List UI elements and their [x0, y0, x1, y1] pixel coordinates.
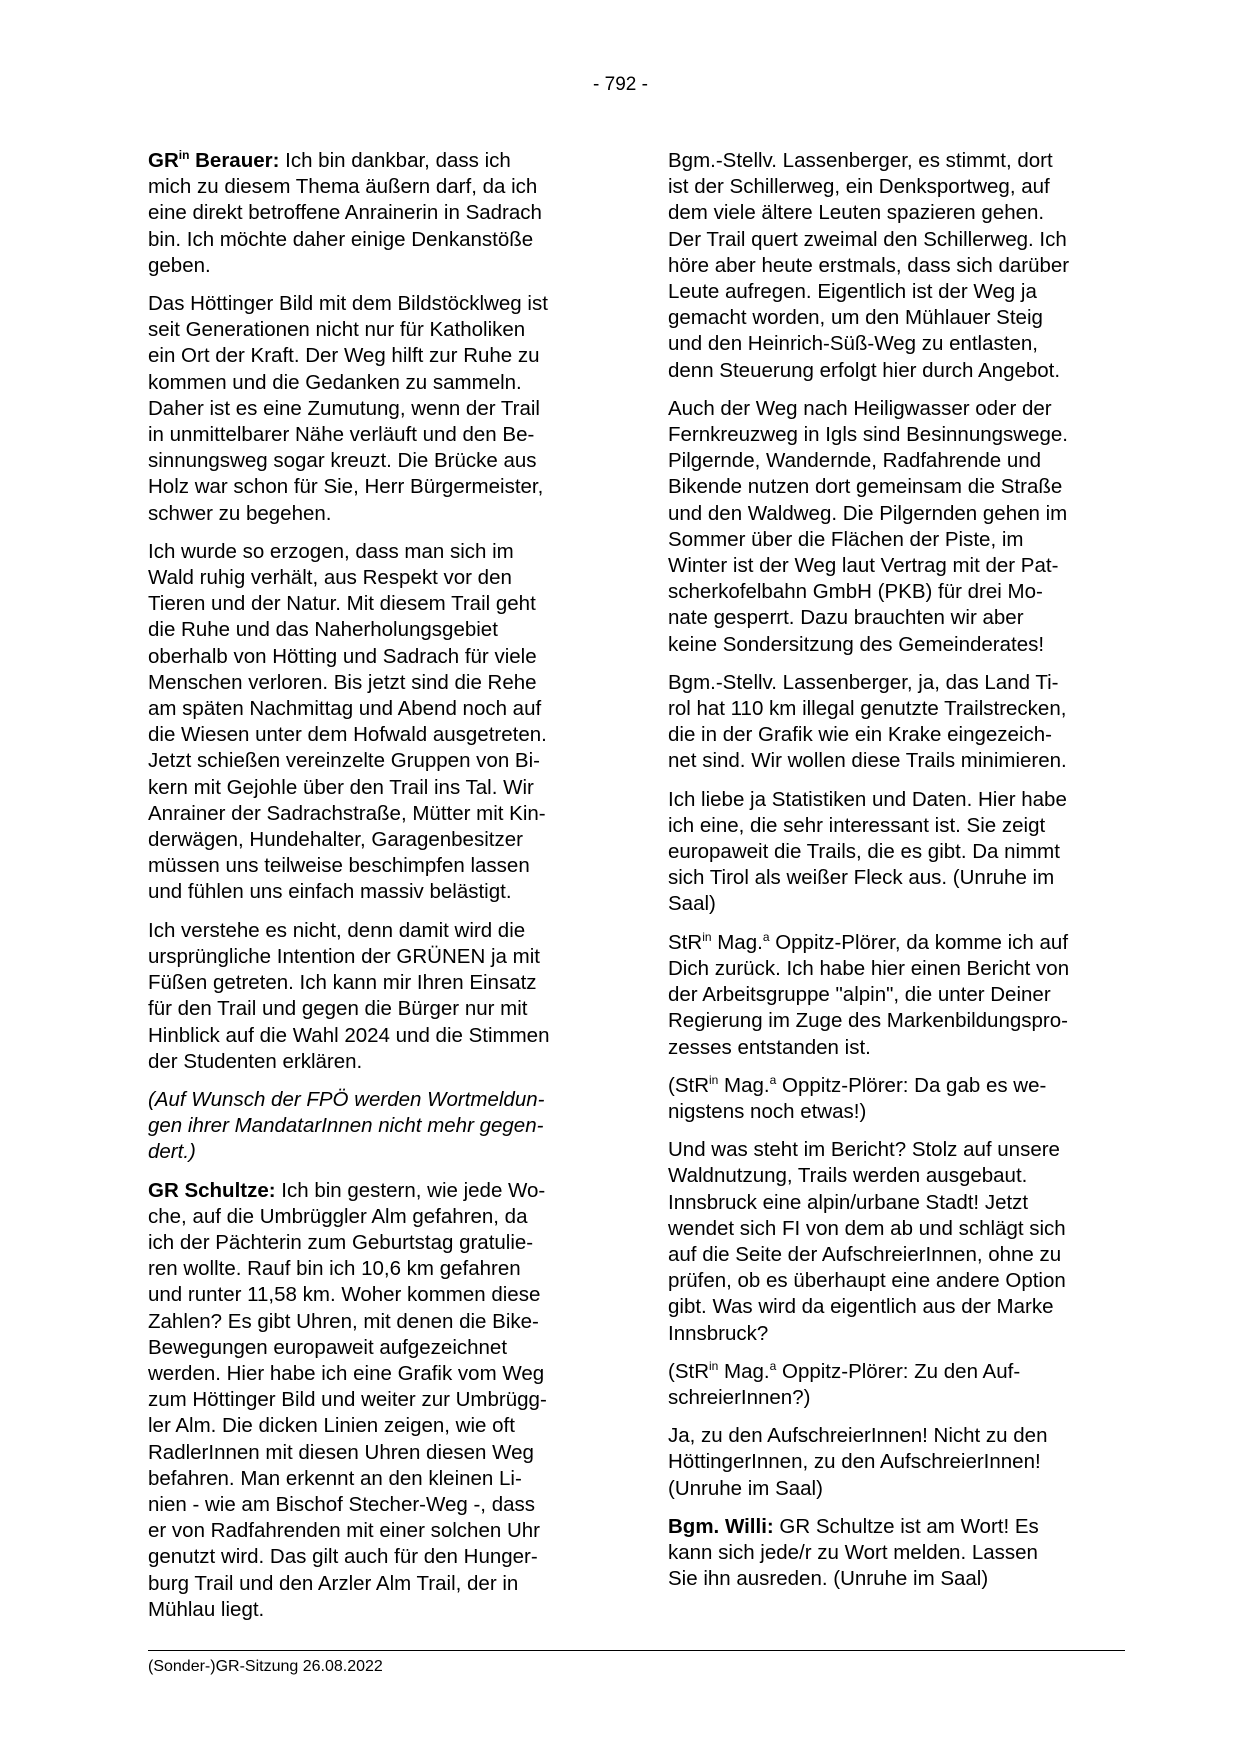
paragraph-schultze	[148, 1178, 603, 1623]
paragraph: Und was steht im Bericht? Stolz auf unsere Waldnutzung, Trails werden ausgebaut. Innsbruck eine alpin/urbane Stadt! Jetzt wendet sich FI von dem ab und schlägt sich auf die Seite der AufschreierInnen, ohne zu prüfen, ob es überhaupt eine andere Option gibt. Was wird da eigentlich aus der Marke Innsbruck?	[668, 1138, 1066, 1345]
interjection	[668, 1073, 1123, 1125]
title-superscript: in	[709, 1072, 719, 1087]
title-prefix: (StR	[668, 1359, 709, 1383]
paragraph-text: Oppitz-Plörer: Da gab es we- nigstens noch etwas!)	[668, 1073, 1047, 1123]
right-column	[668, 148, 1123, 1604]
speaker-prefix: GR	[148, 149, 179, 172]
paragraph: Ich verstehe es nicht, denn damit wird die ursprüngliche Intention der GRÜNEN ja mit Füßen getreten. Ich kann mir Ihren Einsatz für den Trail und gegen die Bürger nur mit Hinblick auf die Wahl 2024 und die Stimmen der Studenten erklären.	[148, 918, 550, 1073]
paragraph-text: GR Schultze ist am Wort! Es kann sich jede/r zu Wort melden. Lassen Sie ihn ausreden. (Unruhe im Saal)	[668, 1514, 1039, 1591]
speaker-superscript: in	[178, 148, 190, 162]
title-superscript: a	[769, 1072, 777, 1087]
title-superscript: in	[702, 929, 712, 944]
page-number: - 792 -	[593, 74, 648, 95]
paragraph-willi	[668, 1514, 1123, 1593]
paragraph-text: Oppitz-Plörer, da komme ich auf Dich zurück. Ich habe hier einen Bericht von der Arbeitsgruppe "alpin", die unter Deiner Regierung im Zuge des Markenbildungspro- zesses entstanden ist.	[668, 930, 1070, 1059]
footer-session-label: (Sonder-)GR-Sitzung 26.08.2022	[148, 1658, 383, 1675]
title-mag: Mag.	[711, 930, 763, 954]
paragraph: Das Höttinger Bild mit dem Bildstöcklweg ist seit Generationen nicht nur für Katholiken ein Ort der Kraft. Der Weg hilft zur Ruhe zu kommen und die Gedanken zu sammeln. Daher ist es eine Zumutung, wenn der Trail in unmittelbarer Nähe verläuft und den Be- sinnungsweg sogar kreuzt. Die Brücke aus Holz war schon für Sie, Herr Bürgermeister, schwer zu begehen.	[148, 292, 548, 525]
title-mag: Mag.	[718, 1073, 770, 1097]
paragraph: Ich liebe ja Statistiken und Daten. Hier habe ich eine, die sehr interessant ist. Sie zeigt europaweit die Trails, die es gibt. Da nimmt sich Tirol als weißer Fleck aus. (Unruhe im Saal)	[668, 787, 1067, 916]
paragraph: Auch der Weg nach Heiligwasser oder der Fernkreuzweg in Igls sind Besinnungswege. Pilgernde, Wandernde, Radfahrende und Bikende nutzen dort gemeinsam die Straße und den Waldweg. Die Pilgernden gehen im Sommer über die Flächen der Piste, im Winter ist der Weg laut Vertrag mit der Pat- scherkofelbahn GmbH (PKB) für drei Mo- nate gesperrt. Dazu brauchten wir aber keine Sondersitzung des Gemeinderates!	[668, 396, 1068, 656]
paragraph: Bgm.-Stellv. Lassenberger, es stimmt, dort ist der Schillerweg, ein Denksportweg, auf dem viele ältere Leuten spazieren gehen. Der Trail quert zweimal den Schillerweg. Ich höre aber heute erstmals, dass sich darüber Leute aufregen. Eigentlich ist der Weg ja gemacht worden, um den Mühlauer Steig und den Heinrich-Süß-Weg zu entlasten, denn Steuerung erfolgt hier durch Angebot.	[668, 149, 1070, 382]
speaker-name: Bgm. Willi:	[668, 1514, 774, 1538]
title-mag: Mag.	[718, 1359, 770, 1383]
paragraph-berauer	[148, 148, 603, 279]
left-column	[148, 148, 603, 1635]
speaker-name: GR Schultze:	[148, 1178, 276, 1202]
title-superscript: a	[769, 1358, 777, 1373]
paragraph-text: Oppitz-Plörer: Zu den Auf- schreierInnen?)	[668, 1359, 1021, 1409]
paragraph-text: Ich bin dankbar, dass ich mich zu diesem Thema äußern darf, da ich eine direkt betroffene Anrainerin in Sadrach bin. Ich möchte daher einige Denkanstöße geben.	[148, 149, 542, 277]
speaker-surname: Berauer:	[189, 149, 280, 172]
paragraph-text: Ich bin gestern, wie jede Wo- che, auf die Umbrüggler Alm gefahren, da ich der Pächterin zum Geburtstag gratulie- ren wollte. Rauf bin ich 10,6 km gefahren und runter 11,58 km. Woher kommen diese Zahlen? Es gibt Uhren, mit denen die Bike- Bewegungen europaweit aufgezeichnet werden. Hier habe ich eine Grafik vom Weg zum Höttinger Bild und weiter zur Umbrügg- ler Alm. Die dicken Linien zeigen, wie oft RadlerInnen mit diesen Uhren diesen Weg befahren. Man erkennt an den kleinen Li- nien - wie am Bischof Stecher-Weg -, dass er von Radfahrenden mit einer solchen Uhr genutzt wird. Das gilt auch für den Hunger- burg Trail und den Arzler Alm Trail, der in Mühlau liegt.	[148, 1178, 547, 1621]
title-prefix: (StR	[668, 1073, 709, 1097]
editorial-note: (Auf Wunsch der FPÖ werden Wortmeldun- gen ihrer MandatarInnen nicht mehr gegen- dert.)	[148, 1087, 545, 1164]
paragraph: Ich wurde so erzogen, dass man sich im Wald ruhig verhält, aus Respekt vor den Tieren und der Natur. Mit diesem Trail geht die Ruhe und das Naherholungsgebiet oberhalb von Hötting und Sadrach für viele Menschen verloren. Bis jetzt sind die Rehe am späten Nachmittag und Abend noch auf die Wiesen unter dem Hofwald ausgetreten. Jetzt schießen vereinzelte Gruppen von Bi- kern mit Gejohle über den Trail ins Tal. Wir Anrainer der Sadrachstraße, Mütter mit Kin- derwägen, Hundehalter, Garagenbesitzer müssen uns teilweise beschimpfen lassen und fühlen uns einfach massiv belästigt.	[148, 539, 547, 904]
interjection	[668, 1359, 1123, 1411]
paragraph-oppitz-address	[668, 930, 1123, 1061]
title-superscript: in	[709, 1358, 719, 1373]
title-prefix: StR	[668, 930, 703, 954]
title-superscript: a	[762, 929, 770, 944]
footer-divider	[148, 1650, 1125, 1651]
speaker-name	[148, 149, 279, 172]
paragraph: Ja, zu den AufschreierInnen! Nicht zu den HöttingerInnen, zu den AufschreierInnen! (Unruhe im Saal)	[668, 1424, 1048, 1500]
paragraph: Bgm.-Stellv. Lassenberger, ja, das Land Ti- rol hat 110 km illegal genutzte Trailstrecken, die in der Grafik wie ein Krake eingezeich- net sind. Wir wollen diese Trails minimieren.	[668, 670, 1067, 773]
